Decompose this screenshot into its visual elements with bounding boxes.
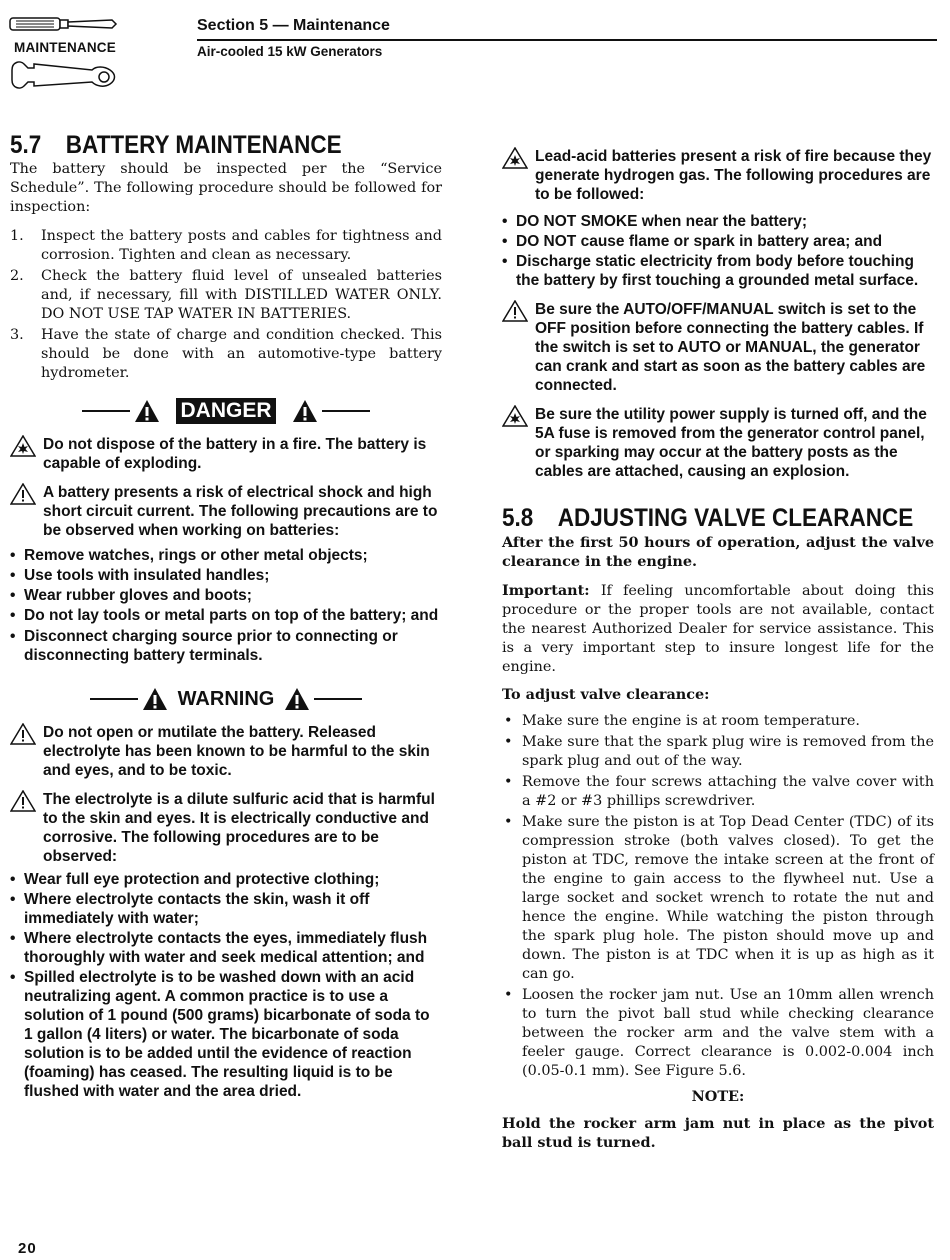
list-item: • Make sure that the spark plug wire is removed from the spark plug and out of the way. <box>502 733 934 771</box>
left-column <box>10 130 442 1102</box>
danger-precautions-list <box>10 546 442 665</box>
valve-lead: After the first 50 hours of operation, adjust the valve clearance in the engine. <box>502 534 934 570</box>
list-item: • DO NOT SMOKE when near the battery; <box>502 212 934 231</box>
right-column <box>502 145 934 1152</box>
list-item: 1. Inspect the battery posts and cables for tightness and corrosion. Tighten and clean as necessary. <box>10 228 442 263</box>
list-item: 3. Have the state of charge and condition checked. This should be done with an automotive-type battery hydrometer. <box>10 327 442 381</box>
list-item: • Wear full eye protection and protective clothing; <box>10 870 442 889</box>
caution-triangle-icon <box>10 483 36 505</box>
list-item: • Discharge static electricity from body before touching the battery by first touching a grounded metal surface. <box>502 252 934 290</box>
list-item: • Wear rubber gloves and boots; <box>10 586 442 605</box>
explosion-hazard-icon <box>502 405 528 427</box>
list-item: 2. Check the battery fluid level of unsealed batteries and, if necessary, fill with DISTILLED WATER ONLY. DO NOT USE TAP WATER IN BATTERIES. <box>10 268 442 322</box>
list-item: • Remove the four screws attaching the valve cover with a #2 or #3 phillips screwdriver. <box>502 773 934 811</box>
list-item: • Loosen the rocker jam nut. Use an 10mm allen wrench to turn the pivot ball stud while checking clearance between the rocker arm and the valve stem with a feeler gauge. Correct clearance is 0.002-0.004 inch (0.05-0.1 mm). See Figure 5.6. <box>502 986 934 1081</box>
list-item: • Do not lay tools or metal parts on top of the battery; and <box>10 606 442 625</box>
section-subtitle: Air-cooled 15 kW Generators <box>197 44 383 59</box>
header-rule <box>197 39 937 41</box>
fire-precautions-list <box>502 212 934 290</box>
warning-mutilate-notice: Do not open or mutilate the battery. Released electrolyte has been known to be harmful to the skin and eyes, and to be toxic. <box>10 723 442 780</box>
list-item: • Remove watches, rings or other metal objects; <box>10 546 442 565</box>
valve-heading: 5.8 ADJUSTING VALVE CLEARANCE <box>502 504 914 532</box>
section-title: Section 5 — Maintenance <box>197 17 390 34</box>
logo-label: MAINTENANCE <box>14 40 116 55</box>
caution-triangle-icon <box>10 723 36 745</box>
caution-triangle-icon <box>10 790 36 812</box>
page-number: 20 <box>18 1240 37 1257</box>
battery-intro: The battery should be inspected per the “Service Schedule”. The following procedure should be followed for inspection: <box>10 161 442 215</box>
warning-label: WARNING <box>177 687 275 710</box>
list-item: • Make sure the piston is at Top Dead Center (TDC) of its compression stroke (both valves closed). To get the piston at TDC, remove the intake screen at the front of the engine to gain access to the flywheel nut. Use a large socket and socket wrench to rotate the nut and hence the engine. While watching the piston through the spark plug hole. The piston should move up and down. The piston is at TDC when it is up as high as it can go. <box>502 813 934 984</box>
important-label: Important: <box>502 582 590 599</box>
list-item: • Where electrolyte contacts the skin, wash it off immediately with water; <box>10 890 442 928</box>
list-item: • Where electrolyte contacts the eyes, immediately flush thoroughly with water and seek medical attention; and <box>10 929 442 967</box>
danger-shock-notice: A battery presents a risk of electrical shock and high short circuit current. The following precautions are to be observed when working on batteries: <box>10 483 442 540</box>
battery-steps <box>10 227 442 383</box>
explosion-hazard-icon <box>10 435 36 457</box>
utility-power-notice: Be sure the utility power supply is turned off, and the 5A fuse is removed from the generator control panel, or sparking may occur at the battery posts as the cables are attached, causing an explosion. <box>502 405 934 481</box>
switch-off-notice: Be sure the AUTO/OFF/MANUAL switch is set to the OFF position before connecting the battery cables. If the switch is set to AUTO or MANUAL, the generator can crank and start as soon as the battery cables are connected. <box>502 300 934 395</box>
adjust-heading: To adjust valve clearance: <box>502 686 710 703</box>
warning-triangle-icon <box>284 687 310 711</box>
list-item: • Make sure the engine is at room temperature. <box>502 712 934 731</box>
important-paragraph: Important: If feeling uncomfortable about doing this procedure or the proper tools are not available, contact the nearest Authorized Dealer for service assistance. This is a very important step to insure longest life for the engine. <box>502 582 934 675</box>
warning-banner <box>10 685 442 713</box>
list-item: • Disconnect charging source prior to connecting or disconnecting battery terminals. <box>10 627 442 665</box>
caution-triangle-icon <box>502 300 528 322</box>
warning-electrolyte-notice: The electrolyte is a dilute sulfuric acid that is harmful to the skin and eyes. It is electrically conductive and corrosive. The following procedures are to be observed: <box>10 790 442 866</box>
hydrogen-fire-notice: Lead-acid batteries present a risk of fire because they generate hydrogen gas. The following procedures are to be followed: <box>502 147 934 204</box>
note-text: Hold the rocker arm jam nut in place as the pivot ball stud is turned. <box>502 1115 934 1151</box>
battery-heading: 5.7 BATTERY MAINTENANCE <box>10 131 342 159</box>
warning-triangle-icon <box>292 399 318 423</box>
list-item: • Spilled electrolyte is to be washed down with an acid neutralizing agent. A common practice is to use a solution of 1 pound (500 grams) bicarbonate of soda to 1 gallon (4 liters) or water. The bicarbonate of soda solution is to be added until the evidence of reaction (foaming) has ceased. The resulting liquid is to be flushed with water and the area dried. <box>10 968 442 1101</box>
note-label: NOTE: <box>691 1088 745 1105</box>
warning-triangle-icon <box>142 687 168 711</box>
warning-triangle-icon <box>134 399 160 423</box>
explosion-hazard-icon <box>502 147 528 169</box>
list-item: • DO NOT cause flame or spark in battery area; and <box>502 232 934 251</box>
danger-fire-notice: Do not dispose of the battery in a fire. The battery is capable of exploding. <box>10 435 442 473</box>
danger-banner <box>10 397 442 425</box>
valve-steps-list <box>502 712 934 1081</box>
danger-label: DANGER <box>176 398 275 424</box>
list-item: • Use tools with insulated handles; <box>10 566 442 585</box>
electrolyte-procedures-list <box>10 870 442 1101</box>
